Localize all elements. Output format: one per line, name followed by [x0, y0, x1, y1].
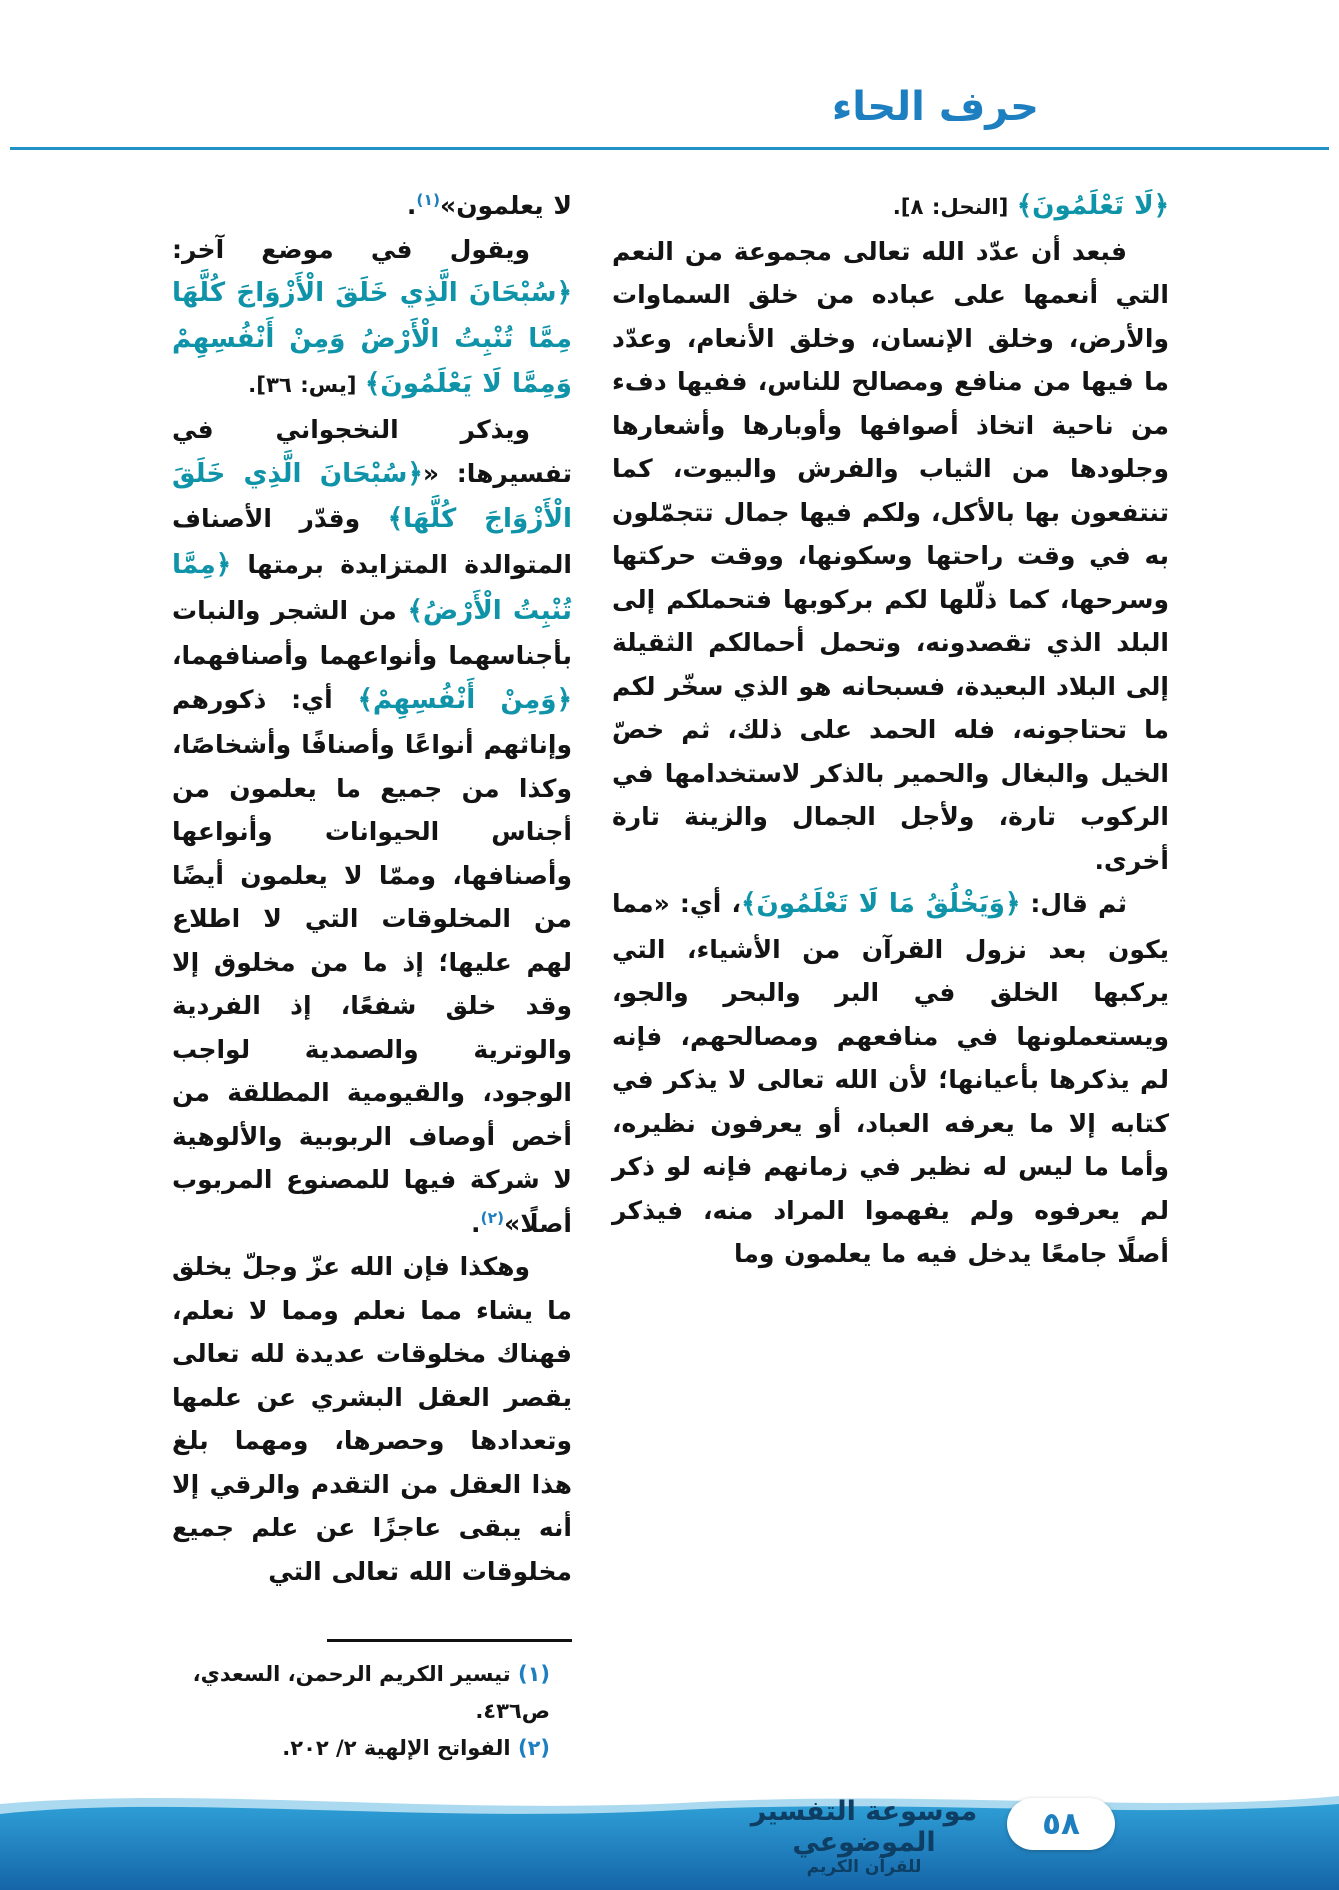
- footnote-number: (١): [510, 1662, 550, 1687]
- body-text: فبعد أن عدّد الله تعالى مجموعة من النعم التي أنعمها على عباده من خلق السماوات والأرض، وخلق الإنسان، وخلق الأنعام، وعدّد ما فيها من منافع ومصالح للناس، ففيها دفء من ناحية اتخاذ أصوافها وأوبارها وأشعارها وجلودها من الثياب والفرش والبيوت، كما تنتفعون بها بالأكل، ولكم فيها جمال تتجمّلون به في وقت راحتها وسكونها، ووقت حركتها وسرحها، كما ذلّلها لكم بركوبها فتحملكم إلى البلد الذي تقصدونه، وتحمل أحمالكم الثقيلة إلى البلاد البعيدة، فسبحانه هو الذي سخّر لكم ما تحتاجونه، فله الحمد على ذلك، ثم خصّ الخيل والبغال والحمير بالذكر لاستخدامها في الركوب تارة، ولأجل الجمال والزينة تارة أخرى.: [612, 236, 1169, 875]
- body-text: .: [470, 1208, 481, 1238]
- footnote-marker: (٢): [480, 1208, 505, 1227]
- body-text: من الشجر والنبات بأجناسهما وأنواعهما وأصنافهما،: [172, 595, 572, 671]
- quran-verse: ﴿لَا تَعْلَمُونَ﴾: [1016, 191, 1169, 221]
- quran-verse: ﴿سُبْحَانَ الَّذِي خَلَقَ الْأَزْوَاجَ كُلَّهَا﴾: [172, 458, 572, 535]
- quran-verse: ﴿وَمِنْ أَنْفُسِهِمْ﴾: [357, 684, 572, 715]
- page-number: ٥٨: [1007, 1798, 1115, 1850]
- footnote: [172, 1656, 572, 1730]
- body-text: ويقول في موضع آخر:: [172, 234, 530, 264]
- paragraph: [172, 1245, 572, 1593]
- publisher-logo-subtitle: للقرآن الكريم: [806, 1857, 922, 1878]
- verse-reference: [يس: ٣٦].: [248, 373, 365, 399]
- body-text: وهكذا فإن الله عزّ وجلّ يخلق ما يشاء مما نعلم ومما لا نعلم، فهناك مخلوقات عديدة لله تعالى يقصر العقل البشري عن علمها وتعدادها وحصرها، ومهما بلغ هذا العقل من التقدم والرقي إلا أنه يبقى عاجزًا عن علم جميع مخلوقات الله تعالى التي: [171, 1252, 572, 1586]
- paragraph: [612, 230, 1169, 883]
- body-text: ثم قال:: [1020, 889, 1127, 919]
- page-header: [832, 84, 1039, 130]
- body-text: وقدّر الأصناف المتوالدة المتزايدة برمتها: [172, 504, 572, 579]
- footnote-entries: [172, 1656, 572, 1766]
- body-text: لا يعلمون»: [440, 191, 572, 220]
- footnote-text: تيسير الكريم الرحمن، السعدي، ص٤٣٦.: [192, 1662, 550, 1724]
- text-column-right: [612, 184, 1169, 1276]
- footer-wave-band: [0, 1778, 1339, 1890]
- paragraph: [612, 882, 1169, 1276]
- paragraph: [172, 408, 572, 1245]
- publisher-logo-title: موسوعة التفسير الموضوعي: [750, 1796, 978, 1859]
- paragraph: [172, 228, 572, 409]
- page-content: [172, 184, 1169, 1767]
- section-title: حرف الحاء: [831, 84, 1039, 130]
- page-footer: [0, 1778, 1339, 1890]
- quran-verse: ﴿سُبْحَانَ الَّذِي خَلَقَ الْأَزْوَاجَ كُلَّهَا مِمَّا تُنْبِتُ الْأَرْضُ وَمِنْ أَنْفُسِهِمْ وَمِمَّا لَا يَعْلَمُونَ﴾: [172, 278, 572, 400]
- body-text: .: [406, 191, 417, 220]
- body-text: أي: ذكورهم وإناثهم أنواعًا وأصنافًا وأشخاصًا، وكذا من جميع ما يعلمون من أجناس الحيوانات وأنواعها وأصنافها، وممّا لا يعلمون أيضًا من المخلوقات التي لا اطلاع لهم عليها؛ إذ ما من مخلوق إلا وقد خلق شفعًا، إذ الفردية والوترية والصمدية لواجب الوجود، والقيومية المطلقة من أخص أوصاف الربوبية والألوهية لا شركة فيها للمصنوع المربوب أصلًا»: [172, 684, 572, 1238]
- publisher-logo: [739, 1796, 989, 1878]
- body-text: ، أي: «مما يكون بعد نزول القرآن من الأشياء، التي يركبها الخلق في البر والبحر والجو، ويستعملونها في منافعهم ومصالحهم، فإنه لم يذكرها بأعيانها؛ لأن الله تعالى لا يذكر في كتابه إلا ما يعرفه العباد، أو يعرفون نظيره، وأما ما ليس له نظير في زمانهم فإنه لو ذكر لم يعرفوه ولم يفهموا المراد منه، فيذكر أصلًا جامعًا يدخل فيه ما يعلمون وما: [612, 889, 1169, 1269]
- quran-verse: ﴿وَيَخْلُقُ مَا لَا تَعْلَمُونَ﴾: [740, 889, 1021, 920]
- paragraph: [612, 184, 1169, 230]
- quran-verse: ﴿مِمَّا تُنْبِتُ الْأَرْضُ﴾: [172, 549, 572, 626]
- footnote-text: الفواتح الإلهية ٢/ ٢٠٢.: [282, 1735, 511, 1760]
- footnote-marker: (١): [416, 191, 441, 209]
- text-column-left-paragraphs: [172, 184, 572, 1593]
- header-divider: [10, 147, 1329, 150]
- footnote-separator: [327, 1639, 572, 1642]
- verse-reference: [النحل: ٨].: [892, 195, 1017, 220]
- body-text: ويذكر النخجواني في تفسيرها: «: [172, 415, 572, 488]
- paragraph: [172, 184, 572, 228]
- text-column-left: [172, 184, 572, 1767]
- footnote-number: (٢): [510, 1735, 550, 1760]
- footnote: [172, 1730, 572, 1767]
- footnotes: [172, 1639, 572, 1766]
